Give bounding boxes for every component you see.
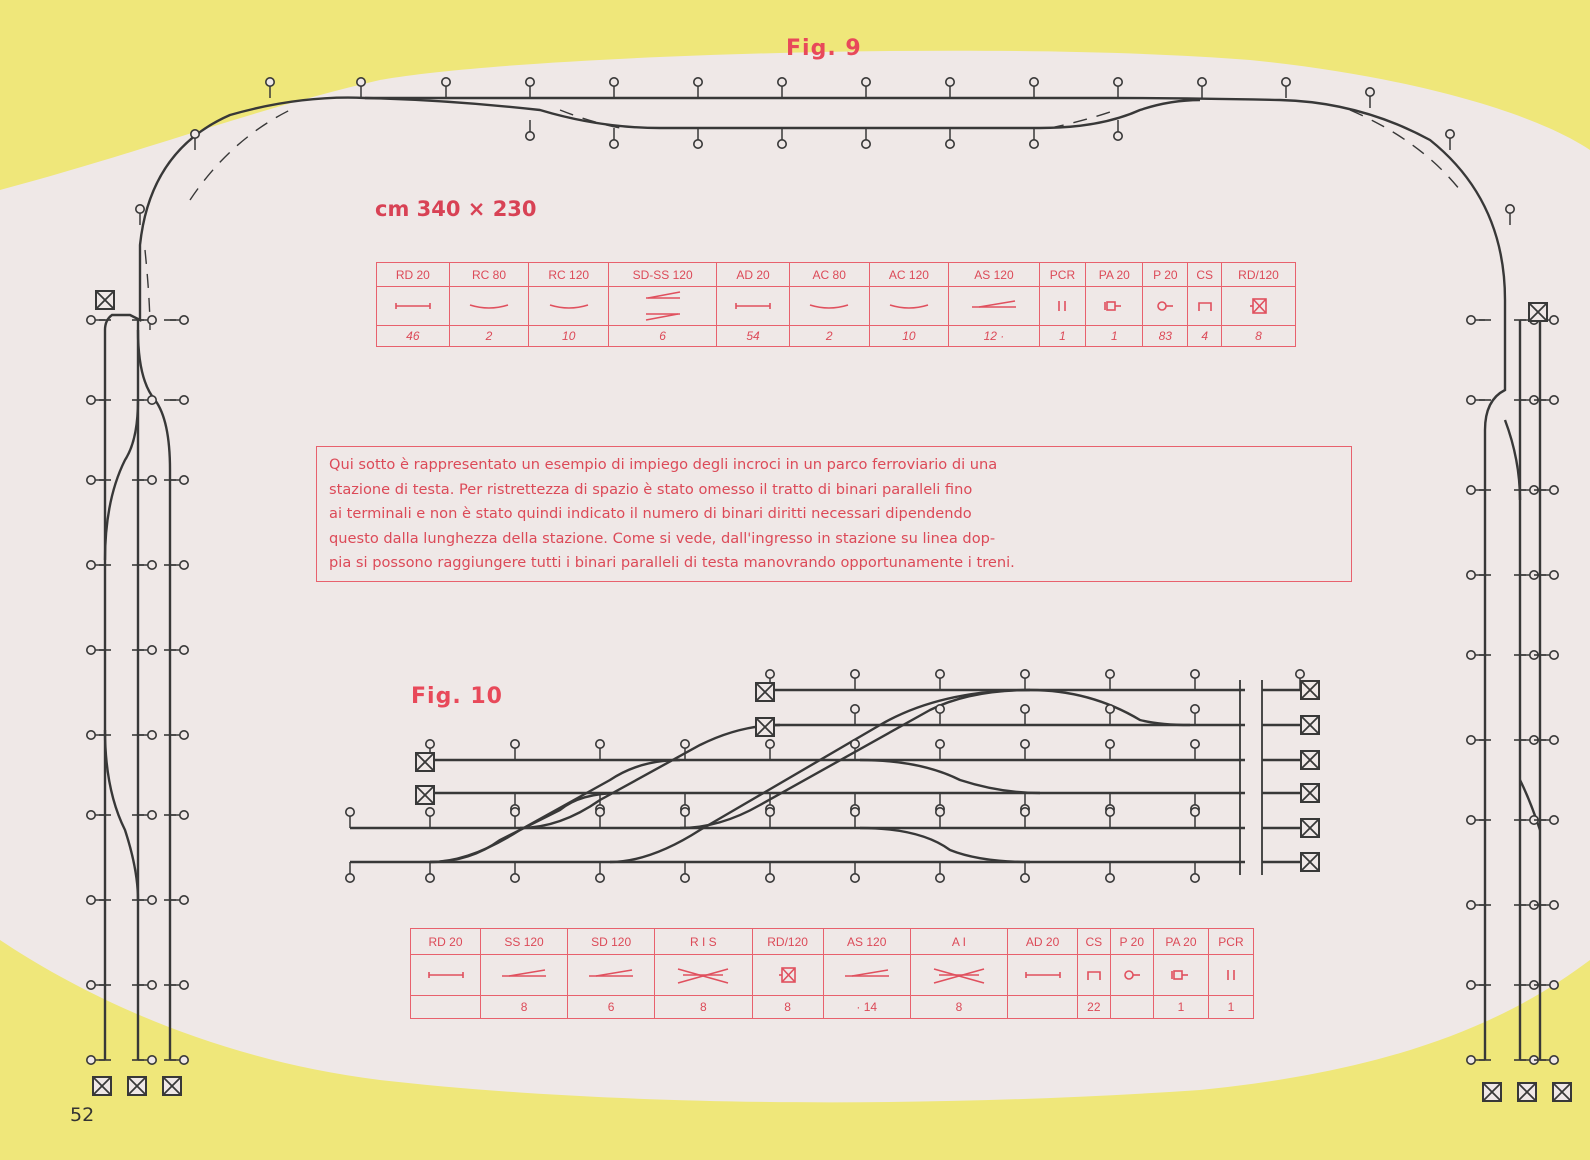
- signal-post-icon: [1191, 874, 1199, 882]
- part-code-cell: SS 120: [481, 929, 568, 955]
- part-symbol-cell: [529, 287, 609, 326]
- parts-table-quantity-row: [377, 326, 1296, 347]
- switch-icon: [824, 967, 910, 983]
- part-symbol-cell: [568, 955, 655, 996]
- signal-post-icon: [610, 140, 618, 148]
- part-quantity-cell: 10: [529, 326, 609, 347]
- parts-table-quantity-row: [411, 996, 1254, 1019]
- signal-post-icon: [1191, 670, 1199, 678]
- signal-post-icon: [180, 1056, 188, 1064]
- layout-dimensions: cm 340 × 230: [375, 197, 537, 221]
- part-quantity-cell: 12 ·: [949, 326, 1039, 347]
- signal-post-icon: [1296, 670, 1304, 678]
- signal-post-icon: [346, 808, 354, 816]
- parts-table-header-row: [377, 263, 1296, 287]
- signal-post-icon: [1467, 316, 1475, 324]
- part-code-cell: P 20: [1143, 263, 1188, 287]
- part-quantity-cell: 22: [1078, 996, 1110, 1019]
- signal-post-icon: [681, 874, 689, 882]
- signal-post-icon: [180, 896, 188, 904]
- part-symbol-cell: [949, 287, 1039, 326]
- part-symbol-cell: [1086, 287, 1143, 326]
- part-code-cell: RD/120: [1222, 263, 1296, 287]
- signal-post-icon: [148, 646, 156, 654]
- signal-post-icon: [148, 731, 156, 739]
- part-quantity-cell: 8: [910, 996, 1007, 1019]
- part-quantity-cell: 1: [1154, 996, 1209, 1019]
- signal-post-icon: [596, 874, 604, 882]
- part-code-cell: RC 80: [449, 263, 529, 287]
- figure-10-title: Fig. 10: [411, 684, 503, 709]
- signal-post-icon: [1021, 670, 1029, 678]
- signal-post-icon: [681, 740, 689, 748]
- part-quantity-cell: 2: [789, 326, 869, 347]
- curve-rail-icon: [529, 299, 608, 313]
- buffer-stop-icon: [1188, 299, 1221, 313]
- part-quantity-cell: 6: [609, 326, 717, 347]
- signal-post-icon: [87, 476, 95, 484]
- signal-post-icon: [1550, 981, 1558, 989]
- signal-post-icon: [180, 476, 188, 484]
- signal-post-icon: [1467, 651, 1475, 659]
- signal-post-icon: [148, 896, 156, 904]
- signal-post-icon: [180, 646, 188, 654]
- figure-9-title: Fig. 9: [786, 36, 862, 61]
- crossover-track: [860, 760, 1040, 793]
- signal-post-icon: [1550, 396, 1558, 404]
- part-code-cell: PCR: [1039, 263, 1086, 287]
- signal-post-icon: [1106, 874, 1114, 882]
- note-line: pia si possono raggiungere tutti i binari paralleli di testa manovrando opportunamente i treni.: [329, 554, 1015, 571]
- signal-post-icon: [851, 705, 859, 713]
- curve-rail-icon: [790, 299, 869, 313]
- signal-post-icon: [862, 78, 870, 86]
- straight-rail-icon: [411, 968, 480, 982]
- signal-post-icon: [1106, 670, 1114, 678]
- signal-post-icon: [1550, 486, 1558, 494]
- parts-table-fig10: [410, 928, 1254, 1019]
- signal-post-icon: [148, 811, 156, 819]
- signal-post-icon: [136, 205, 144, 213]
- signal-post-icon: [1366, 88, 1374, 96]
- part-symbol-cell: [609, 287, 717, 326]
- part-quantity-cell: 8: [1222, 326, 1296, 347]
- part-symbol-cell: [655, 955, 752, 996]
- signal-post-icon: [511, 874, 519, 882]
- part-code-cell: SD-SS 120: [609, 263, 717, 287]
- part-quantity-cell: 4: [1188, 326, 1222, 347]
- part-symbol-cell: [1208, 955, 1253, 996]
- lamp-pole-icon: [1154, 968, 1208, 982]
- part-code-cell: CS: [1188, 263, 1222, 287]
- signal-post-icon: [511, 740, 519, 748]
- note-line: stazione di testa. Per ristrettezza di spazio è stato omesso il tratto di binari paralleli fino: [329, 480, 973, 498]
- signal-post-icon: [148, 981, 156, 989]
- signal-post-icon: [936, 808, 944, 816]
- left-parallel-track: [138, 330, 170, 1060]
- signal-post-icon: [87, 561, 95, 569]
- part-symbol-cell: [1154, 955, 1209, 996]
- straight-rail-icon: [1008, 968, 1077, 982]
- signal-post-icon: [1114, 132, 1122, 140]
- note-line: ai terminali e non è stato quindi indicato il numero di binari diritti necessari dipendendo: [329, 505, 972, 522]
- crossing-icon: [655, 961, 751, 989]
- signal-post-icon: [442, 78, 450, 86]
- signal-post-icon: [1021, 874, 1029, 882]
- signal-post-icon: [511, 808, 519, 816]
- parts-table-fig9: [376, 262, 1296, 347]
- signal-post-icon: [180, 561, 188, 569]
- part-code-cell: SD 120: [568, 929, 655, 955]
- signal-post-icon: [526, 78, 534, 86]
- switch-icon: [481, 967, 567, 983]
- signal-post-icon: [346, 874, 354, 882]
- signal-post-icon: [180, 316, 188, 324]
- part-symbol-cell: [789, 287, 869, 326]
- parts-table-symbol-row: [411, 955, 1254, 996]
- signal-post-icon: [180, 981, 188, 989]
- signal-post-icon: [851, 874, 859, 882]
- part-symbol-cell: [481, 955, 568, 996]
- part-code-cell: RD/120: [752, 929, 823, 955]
- signal-post-icon: [1191, 705, 1199, 713]
- signal-post-icon: [936, 705, 944, 713]
- signal-post-icon: [266, 78, 274, 86]
- part-code-cell: P 20: [1110, 929, 1153, 955]
- part-symbol-cell: [1143, 287, 1188, 326]
- signal-post-icon: [946, 78, 954, 86]
- crossing-icon: [911, 961, 1007, 989]
- parts-table-header-row: [411, 929, 1254, 955]
- signal-post-icon: [1021, 808, 1029, 816]
- crossover-track: [860, 828, 1030, 862]
- signal-post-icon: [936, 874, 944, 882]
- signal-post-icon: [694, 140, 702, 148]
- part-symbol-cell: [869, 287, 949, 326]
- signal-post-icon: [1106, 808, 1114, 816]
- curve-rail-icon: [870, 299, 949, 313]
- part-quantity-cell: 8: [655, 996, 752, 1019]
- part-quantity-cell: 83: [1143, 326, 1188, 347]
- upper-siding-track: [365, 98, 1200, 128]
- part-quantity-cell: [411, 996, 481, 1019]
- signal-post-icon: [851, 808, 859, 816]
- part-code-cell: AC 120: [869, 263, 949, 287]
- signal-post-icon: [1191, 808, 1199, 816]
- signal-post-icon: [87, 811, 95, 819]
- signal-post-icon: [87, 396, 95, 404]
- signal-post-icon: [862, 140, 870, 148]
- signal-post-icon: [1550, 1056, 1558, 1064]
- part-code-cell: AS 120: [823, 929, 910, 955]
- part-quantity-cell: 6: [568, 996, 655, 1019]
- part-quantity-cell: 1: [1039, 326, 1086, 347]
- signal-post-icon: [1467, 486, 1475, 494]
- signal-post-icon: [851, 740, 859, 748]
- part-code-cell: AC 80: [789, 263, 869, 287]
- part-quantity-cell: [1008, 996, 1078, 1019]
- part-symbol-cell: [411, 955, 481, 996]
- part-code-cell: CS: [1078, 929, 1110, 955]
- part-symbol-cell: [752, 955, 823, 996]
- signal-post-icon: [87, 731, 95, 739]
- buffer-stop-icon: [1078, 968, 1109, 982]
- signal-post-icon: [180, 731, 188, 739]
- part-quantity-cell: · 14: [823, 996, 910, 1019]
- signal-post-icon: [1467, 816, 1475, 824]
- signal-post-icon: [766, 670, 774, 678]
- part-quantity-cell: 46: [377, 326, 450, 347]
- signal-post-icon: [1550, 571, 1558, 579]
- crossover-track: [520, 725, 780, 828]
- double-switch-icon: [609, 290, 716, 322]
- signal-post-icon: [936, 670, 944, 678]
- signal-post-icon: [1143, 299, 1187, 313]
- crossed-box-icon: [753, 965, 823, 985]
- part-symbol-cell: [717, 287, 790, 326]
- signal-post-icon: [681, 808, 689, 816]
- part-symbol-cell: [449, 287, 529, 326]
- signal-post-icon: [87, 1056, 95, 1064]
- signal-post-icon: [1550, 316, 1558, 324]
- signal-post-icon: [426, 740, 434, 748]
- signal-post-icon: [694, 78, 702, 86]
- signal-post-icon: [936, 740, 944, 748]
- signal-post-icon: [148, 561, 156, 569]
- signal-post-icon: [148, 396, 156, 404]
- signal-post-icon: [357, 78, 365, 86]
- signal-post-icon: [1467, 396, 1475, 404]
- part-quantity-cell: 2: [449, 326, 529, 347]
- signal-post-icon: [1550, 736, 1558, 744]
- signal-post-icon: [1467, 1056, 1475, 1064]
- signal-post-icon: [148, 1056, 156, 1064]
- signal-post-icon: [596, 808, 604, 816]
- part-quantity-cell: [1110, 996, 1153, 1019]
- part-code-cell: RC 120: [529, 263, 609, 287]
- signal-post-icon: [1106, 740, 1114, 748]
- part-symbol-cell: [1008, 955, 1078, 996]
- signal-post-icon: [148, 316, 156, 324]
- part-symbol-cell: [1188, 287, 1222, 326]
- curve-rail-icon: [450, 299, 529, 313]
- signal-post-icon: [1106, 705, 1114, 713]
- signal-post-icon: [87, 316, 95, 324]
- part-code-cell: AS 120: [949, 263, 1039, 287]
- straight-rail-icon: [377, 299, 449, 313]
- straight-rail-icon: [717, 299, 789, 313]
- signal-post-icon: [1550, 901, 1558, 909]
- part-code-cell: R I S: [655, 929, 752, 955]
- signal-post-icon: [180, 396, 188, 404]
- signal-post-icon: [1114, 78, 1122, 86]
- signal-post-icon: [1021, 705, 1029, 713]
- page-number: 52: [70, 1104, 95, 1126]
- parts-table-symbol-row: [377, 287, 1296, 326]
- part-symbol-cell: [910, 955, 1007, 996]
- signal-post-icon: [766, 740, 774, 748]
- signal-post-icon: [1198, 78, 1206, 86]
- signal-post-icon: [191, 130, 199, 138]
- signal-post-icon: [87, 896, 95, 904]
- part-code-cell: PCR: [1208, 929, 1253, 955]
- crossover-track: [610, 690, 1030, 862]
- signal-post-icon: [1191, 740, 1199, 748]
- signal-post-icon: [426, 874, 434, 882]
- pcr-icon: [1040, 298, 1086, 314]
- crossed-box-icon: [1222, 296, 1295, 316]
- part-symbol-cell: [1222, 287, 1296, 326]
- track-break-mark: [1240, 680, 1262, 875]
- signal-post-icon: [778, 140, 786, 148]
- part-code-cell: PA 20: [1154, 929, 1209, 955]
- part-code-cell: RD 20: [377, 263, 450, 287]
- signal-post-icon: [946, 140, 954, 148]
- signal-post-icon: [87, 646, 95, 654]
- part-code-cell: AD 20: [717, 263, 790, 287]
- note-line: Qui sotto è rappresentato un esempio di impiego degli incroci in un parco ferroviario di una: [329, 456, 998, 473]
- part-quantity-cell: 1: [1208, 996, 1253, 1019]
- lamp-pole-icon: [1086, 299, 1142, 313]
- part-symbol-cell: [823, 955, 910, 996]
- part-symbol-cell: [377, 287, 450, 326]
- signal-post-icon: [1506, 205, 1514, 213]
- right-crossover-track: [1505, 420, 1520, 500]
- signal-post-icon: [1030, 78, 1038, 86]
- signal-post-icon: [596, 740, 604, 748]
- signal-post-icon: [766, 808, 774, 816]
- note-line: questo dalla lunghezza della stazione. Come si vede, dall'ingresso in stazione su linea dop-: [329, 529, 996, 547]
- part-code-cell: A I: [910, 929, 1007, 955]
- part-quantity-cell: 54: [717, 326, 790, 347]
- signal-post-icon: [1446, 130, 1454, 138]
- signal-post-icon: [610, 78, 618, 86]
- part-quantity-cell: 1: [1086, 326, 1143, 347]
- switch-icon: [568, 967, 654, 983]
- explanatory-note: [316, 446, 1352, 582]
- signal-post-icon: [1030, 140, 1038, 148]
- part-symbol-cell: [1110, 955, 1153, 996]
- signal-post-icon: [1282, 78, 1290, 86]
- pcr-icon: [1209, 967, 1253, 983]
- switch-icon: [949, 298, 1038, 314]
- signal-post-icon: [148, 476, 156, 484]
- signal-post-icon: [1111, 968, 1153, 982]
- signal-post-icon: [1021, 740, 1029, 748]
- signal-post-icon: [87, 981, 95, 989]
- part-quantity-cell: 10: [869, 326, 949, 347]
- signal-post-icon: [766, 874, 774, 882]
- signal-post-icon: [1467, 901, 1475, 909]
- signal-post-icon: [1467, 736, 1475, 744]
- signal-post-icon: [778, 78, 786, 86]
- signal-post-icon: [1550, 651, 1558, 659]
- part-symbol-cell: [1039, 287, 1086, 326]
- signal-post-icon: [1550, 816, 1558, 824]
- part-code-cell: AD 20: [1008, 929, 1078, 955]
- part-quantity-cell: 8: [752, 996, 823, 1019]
- signal-post-icon: [526, 132, 534, 140]
- part-symbol-cell: [1078, 955, 1110, 996]
- signal-post-icon: [1467, 981, 1475, 989]
- part-quantity-cell: 8: [481, 996, 568, 1019]
- signal-post-icon: [1467, 571, 1475, 579]
- signal-post-icon: [426, 808, 434, 816]
- part-code-cell: RD 20: [411, 929, 481, 955]
- part-code-cell: PA 20: [1086, 263, 1143, 287]
- signal-post-icon: [851, 670, 859, 678]
- signal-post-icon: [180, 811, 188, 819]
